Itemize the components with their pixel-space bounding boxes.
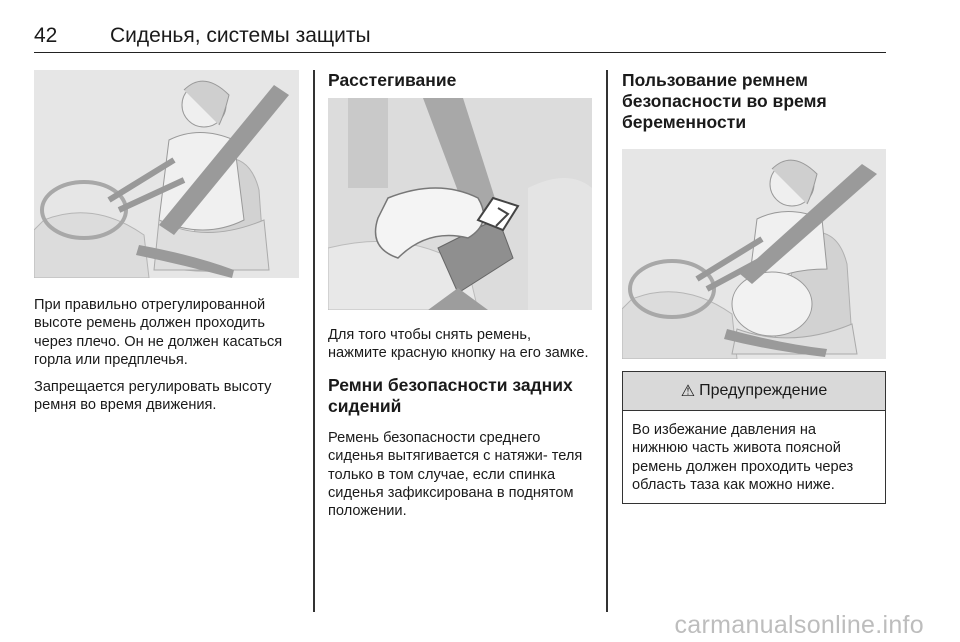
paragraph: Запрещается регулировать высоту ремня во время движения. [34,378,272,414]
heading: Ремни безопасности задних сидений [328,374,573,416]
column-divider [313,70,315,612]
column-right [622,70,886,504]
paragraph: Для того чтобы снять ремень, нажмите красную кнопку на его замке. [328,327,589,362]
seatbelt-adjusted-illustration [34,70,299,278]
column-divider [606,70,608,612]
column-middle [328,70,592,521]
warning-title: Предупреждение [699,382,828,399]
warning-box [622,371,886,504]
buckle-release-illustration [328,98,592,310]
paragraph: При правильно отрегулированной высоте ремень должен проходить через плечо. Он не должен касаться горла или предплечья. [34,297,283,369]
heading: Расстегивание [328,70,457,90]
page-number: 42 [34,24,58,47]
section-title: Сиденья, системы защиты [110,24,371,47]
warning-icon: ⚠ [680,383,696,400]
paragraph: Ремень безопасности среднего сиденья вытягивается с натяжи- теля только в том случае, если спинка сиденья зафиксирована в поднятом положении. [328,429,583,520]
warning-header [623,372,885,411]
column-left [34,70,299,414]
page-header [34,22,886,53]
pregnancy-seatbelt-illustration [622,149,886,359]
watermark: carmanualsonline.info [674,611,924,639]
heading: Пользование ремнем безопасности во время беременности [622,70,827,132]
warning-text: Во избежание давления на нижнюю часть живота поясной ремень должен проходить через область таза как можно ниже. [632,422,854,494]
